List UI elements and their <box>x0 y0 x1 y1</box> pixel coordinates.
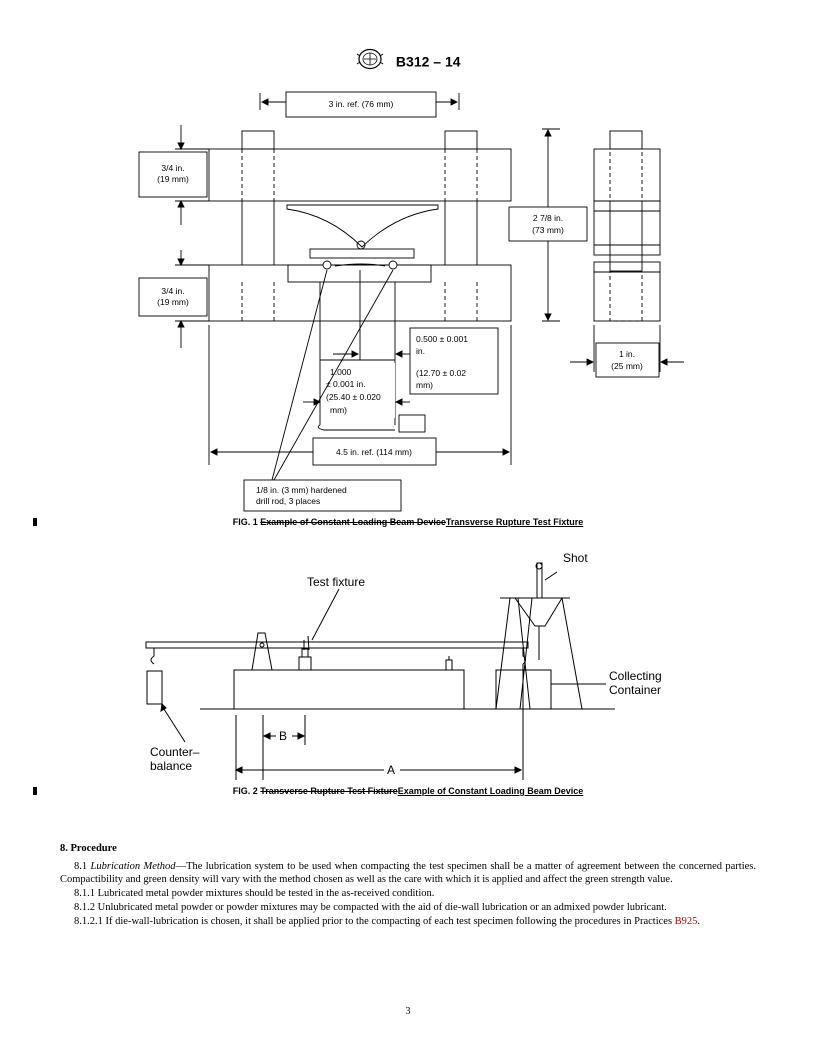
fig1-dim-top-plate-2: (19 mm) <box>157 174 189 184</box>
figure-2-drawing <box>0 540 816 790</box>
fig1-dim-span-2: in. <box>416 346 425 356</box>
fig1-dim-length-2: ± 0.001 in. <box>326 379 366 389</box>
page-number: 3 <box>405 1006 411 1017</box>
fig2-label-collecting-1: Collecting <box>609 669 662 683</box>
fig1-caption-deleted: Example of Constant Loading Beam Device <box>260 517 446 527</box>
fig1-dim-width: 3 in. ref. (76 mm) <box>328 99 394 109</box>
fig1-dim-top-plate-1: 3/4 in. <box>161 163 185 173</box>
paragraph-8-1 <box>60 860 756 886</box>
fig1-caption-prefix: FIG. 1 <box>232 517 258 527</box>
paragraph-8-1-title: Lubrication Method <box>90 861 176 872</box>
fig1-dim-bottom-plate-2: (19 mm) <box>157 297 189 307</box>
fig1-dim-length-3: (25.40 ± 0.020 <box>326 392 381 402</box>
paragraph-8-1-2-1-text: 8.1.2.1 If die-wall-lubrication is chosen, it shall be applied prior to the compacting of each test specimen following the procedures in Practices <box>74 916 675 927</box>
fig1-dim-bottom-plate-1: 3/4 in. <box>161 286 185 296</box>
fig1-dim-span-1: 0.500 ± 0.001 <box>416 334 468 344</box>
fig1-dim-length-4: mm) <box>330 405 347 415</box>
paragraph-8-1-2-1 <box>60 915 756 928</box>
fig2-caption-inserted: Example of Constant Loading Beam Device <box>397 786 584 796</box>
fig1-dim-side-1: 1 in. <box>618 349 636 359</box>
fig1-dim-span-4: mm) <box>416 380 433 390</box>
fig2-label-b: B <box>279 729 288 743</box>
fig2-caption <box>0 786 816 796</box>
fig2-caption-deleted: Transverse Rupture Test Fixture <box>260 786 398 796</box>
fig1-dim-side-2: (25 mm) <box>611 361 643 371</box>
fig2-caption-prefix: FIG. 2 <box>232 786 258 796</box>
fig1-dim-rod-1: 1/8 in. (3 mm) hardened <box>256 485 347 495</box>
fig2-label-counterbalance-1: Counter– <box>150 745 200 759</box>
fig2-label-collecting-2: Container <box>609 683 662 697</box>
fig2-label-a: A <box>387 763 396 777</box>
reference-link-b925[interactable]: B925 <box>674 916 698 927</box>
fig2-label-counterbalance-2: balance <box>150 759 193 773</box>
fig2-label-test-fixture: Test fixture <box>307 575 366 589</box>
fig1-dim-span-3: (12.70 ± 0.02 <box>416 368 467 378</box>
paragraph-8-1-number: 8.1 <box>74 861 88 872</box>
standard-designation: B312 – 14 <box>395 53 461 70</box>
paragraph-8-1-1: 8.1.1 Lubricated metal powder mixtures should be tested in the as-received condition. <box>74 888 435 899</box>
fig1-caption-inserted: Transverse Rupture Test Fixture <box>445 517 584 527</box>
fig1-dim-rod-2: drill rod, 3 places <box>256 496 321 506</box>
fig1-dim-overall: 4.5 in. ref. (114 mm) <box>336 447 412 457</box>
fig2-label-shot: Shot <box>563 551 588 565</box>
fig1-dim-height-1: 2 7/8 in. <box>532 213 564 223</box>
fig1-dim-height-2: (73 mm) <box>532 225 564 235</box>
fig1-dim-length-1: 1.000 <box>330 367 352 377</box>
paragraph-8-1-text: —The lubrication system to be used when compacting the test specimen shall be a matter of agreement between the concerned parties. Compactibility and green density will vary with the method chosen as well as the care with which it is applied and affect the green strength value. <box>60 861 757 885</box>
fig1-caption <box>0 517 816 527</box>
procedure-section <box>60 842 756 929</box>
paragraph-8-1-2-1-end: . <box>697 916 701 927</box>
paragraph-8-1-2: 8.1.2 Unlubricated metal powder or powder mixtures may be compacted with the aid of die-wall lubrication or an admixed powder lubricant. <box>74 902 667 913</box>
section-heading: 8. Procedure <box>60 843 117 854</box>
